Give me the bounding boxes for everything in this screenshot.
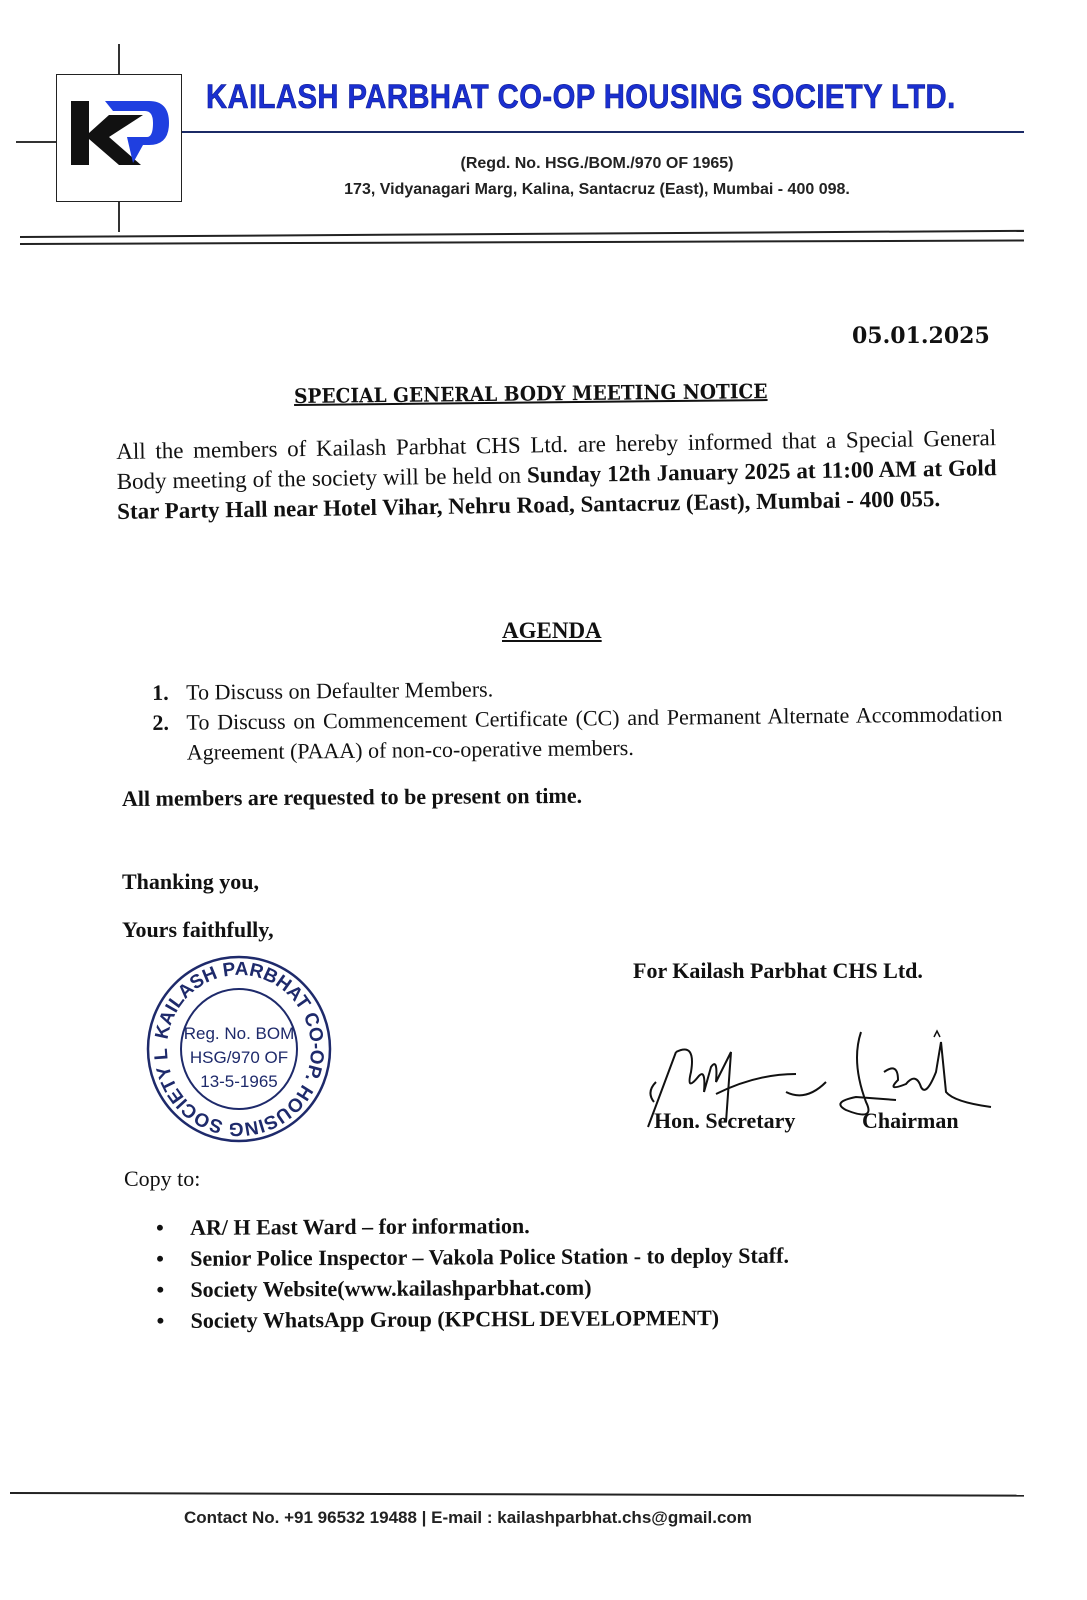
- closing-thanks: Thanking you,: [122, 869, 259, 894]
- stamp-line-2: HSG/970 OF: [189, 1048, 289, 1067]
- footer-rule: [10, 1492, 1024, 1497]
- stamp-line-1: Reg. No. BOM: [183, 1024, 295, 1043]
- agenda-item-number: 1.: [152, 679, 169, 705]
- stamp-outer-text: KAILASH PARBHAT CO-OP. HOUSING SOCIETY L: [150, 958, 328, 1140]
- secretary-label: Hon. Secretary: [654, 1108, 796, 1133]
- logo-crosshair-top: [118, 44, 120, 74]
- logo-crosshair-bottom: [118, 202, 120, 232]
- notice-title: SPECIAL GENERAL BODY MEETING NOTICE: [293, 379, 768, 408]
- letterhead-divider-bottom: [20, 239, 1024, 245]
- copy-to-item: [156, 1239, 956, 1274]
- meeting-details: Sunday 12th January 2025 at 11:00 AM at Gold Star Party Hall near Hotel Vihar, Nehru Road, Santacruz (East), Mumbai - 400 055.: [116, 455, 997, 524]
- header-rule: [182, 131, 1024, 133]
- stamp-line-3: 13-5-1965: [200, 1072, 278, 1091]
- copy-to-item-text: AR/ H East Ward – for information.: [190, 1213, 530, 1240]
- society-address: 173, Vidyanagari Marg, Kalina, Santacruz (East), Mumbai - 400 098.: [344, 181, 850, 198]
- copy-to-label: Copy to:: [124, 1166, 201, 1191]
- bullet-icon: •: [156, 1307, 165, 1333]
- copy-to-item-text: Society Website(www.kailashparbhat.com): [190, 1274, 592, 1302]
- copy-to-item-text: Senior Police Inspector – Vakola Police Station - to deploy Staff.: [190, 1242, 789, 1271]
- notice-body: [116, 423, 997, 527]
- closing-yours: Yours faithfully,: [122, 917, 274, 942]
- copy-to-item: [156, 1270, 956, 1305]
- footer-contact: Contact No. +91 96532 19488 | E-mail : kailashparbhat.chs@gmail.com: [184, 1508, 752, 1527]
- bullet-icon: •: [156, 1276, 165, 1302]
- chairman-label: Chairman: [862, 1108, 959, 1133]
- stamp-seal-icon: [144, 953, 334, 1145]
- bullet-icon: •: [156, 1245, 165, 1271]
- letterhead-divider-top: [20, 230, 1024, 238]
- bullet-icon: •: [156, 1214, 164, 1240]
- registration-number: (Regd. No. HSG./BOM./970 OF 1965): [460, 155, 734, 172]
- copy-to-item: [156, 1301, 956, 1336]
- copy-to-list: [156, 1208, 957, 1336]
- agenda-item: [152, 699, 1003, 768]
- agenda-item-number: 2.: [152, 709, 170, 735]
- agenda-item-text: To Discuss on Defaulter Members.: [186, 676, 494, 705]
- logo-crosshair-left: [16, 141, 56, 143]
- notice-body-text: All the members of Kailash Parbhat CHS Ltd. are hereby informed that a Special General Body meeting of the society will be held on: [116, 425, 997, 494]
- society-stamp: [144, 953, 334, 1145]
- attendance-request: All members are requested to be present on time.: [121, 782, 583, 811]
- signature-org-line: For Kailash Parbhat CHS Ltd.: [633, 958, 923, 983]
- copy-to-item: [156, 1208, 956, 1243]
- copy-to-item-text: Society WhatsApp Group (KPCHSL DEVELOPMENT): [190, 1305, 720, 1333]
- organization-name: KAILASH PARBHAT CO-OP HOUSING SOCIETY LTD.: [206, 78, 956, 116]
- agenda-list: [152, 669, 1003, 768]
- agenda-item-text: To Discuss on Commencement Certificate (CC) and Permanent Alternate Accommodation Agreement (PAAA) of non-co-operative members.: [186, 701, 1003, 765]
- notice-date: 05.01.2025: [852, 323, 990, 349]
- agenda-heading: AGENDA: [502, 618, 602, 643]
